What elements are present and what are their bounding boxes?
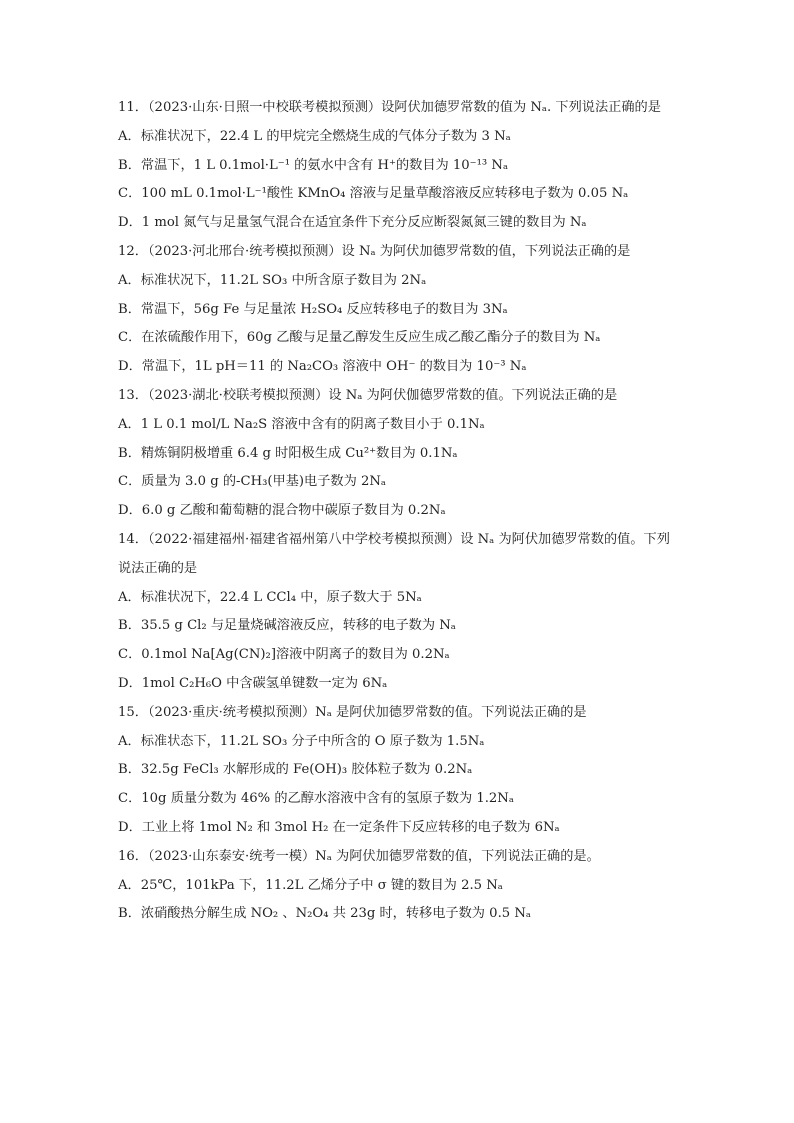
question-14-option-b: B．35.5 g Cl₂ 与足量烧碱溶液反应，转移的电子数为 Nₐ [118, 618, 456, 634]
question-12-option-c: C．在浓硫酸作用下，60g 乙酸与足量乙醇发生反应生成乙酸乙酯分子的数目为 Nₐ [118, 330, 601, 346]
question-11-option-b: B．常温下，1 L 0.1mol·L⁻¹ 的氨水中含有 H⁺的数目为 10⁻¹³ Nₐ [118, 157, 509, 173]
question-14-option-d: D．1mol C₂H₆O 中含碳氢单键数一定为 6Nₐ [118, 675, 388, 691]
question-11-stem: 11．（2023·山东·日照一中校联考模拟预测）设阿伏加德罗常数的值为 Nₐ. 下列说法正确的是 [118, 100, 661, 115]
question-15-option-b: B．32.5g FeCl₃ 水解形成的 Fe(OH)₃ 胶体粒子数为 0.2Nₐ [118, 762, 473, 778]
question-16-option-a: A．25℃，101kPa 下，11.2L 乙烯分子中 σ 键的数目为 2.5 Nₐ [118, 877, 503, 893]
question-12-option-b: B．常温下，56g Fe 与足量浓 H₂SO₄ 反应转移电子的数目为 3Nₐ [118, 301, 508, 317]
question-15-option-a: A．标准状态下，11.2L SO₃ 分子中所含的 O 原子数为 1.5Nₐ [118, 733, 485, 749]
question-list [118, 94, 678, 929]
question-13-option-a: A．1 L 0.1 mol/L Na₂S 溶液中含有的阴离子数目小于 0.1Nₐ [118, 416, 485, 432]
question-14-option-c: C．0.1mol Na[Ag(CN)₂]溶液中阴离子的数目为 0.2Nₐ [118, 647, 450, 663]
question-14-stem: 14．（2022·福建福州·福建省福州第八中学校考模拟预测）设 Nₐ 为阿伏加德罗常数的值。下列说法正确的是 [118, 531, 670, 576]
question-13-option-b: B．精炼铜阴极增重 6.4 g 时阳极生成 Cu²⁺数目为 0.1Nₐ [118, 445, 458, 461]
question-11-option-d: D．1 mol 氮气与足量氢气混合在适宜条件下充分反应断裂氮氮三键的数目为 Nₐ [118, 215, 587, 231]
question-13-option-c: C．质量为 3.0 g 的-CH₃(甲基)电子数为 2Nₐ [118, 474, 386, 490]
question-13-stem: 13．（2023·湖北·校联考模拟预测）设 Nₐ 为阿伏伽德罗常数的值。下列说法正确的是 [118, 387, 618, 403]
question-12-option-a: A．标准状况下，11.2L SO₃ 中所含原子数目为 2Nₐ [118, 272, 427, 288]
question-11-option-c: C．100 mL 0.1mol·L⁻¹酸性 KMnO₄ 溶液与足量草酸溶液反应转移电子数为 0.05 Nₐ [118, 186, 629, 202]
question-16-option-b: B．浓硝酸热分解生成 NO₂ 、N₂O₄ 共 23g 时，转移电子数为 0.5 Nₐ [118, 906, 531, 922]
question-14-option-a: A．标准状况下，22.4 L CCl₄ 中，原子数大于 5Nₐ [118, 589, 422, 605]
question-12-option-d: D．常温下，1L pH＝11 的 Na₂CO₃ 溶液中 OH⁻ 的数目为 10⁻³ Nₐ [118, 359, 527, 375]
question-15-option-d: D．工业上将 1mol N₂ 和 3mol H₂ 在一定条件下反应转移的电子数为 6Nₐ [118, 819, 560, 835]
question-15-stem: 15．（2023·重庆·统考模拟预测）Nₐ 是阿伏加德罗常数的值。下列说法正确的是 [118, 704, 587, 720]
question-13-option-d: D．6.0 g 乙酸和葡萄糖的混合物中碳原子数目为 0.2Nₐ [118, 503, 446, 519]
question-15-option-c: C．10g 质量分数为 46% 的乙醇水溶液中含有的氢原子数为 1.2Nₐ [118, 791, 514, 807]
question-12-stem: 12．（2023·河北邢台·统考模拟预测）设 Nₐ 为阿伏加德罗常数的值，下列说法正确的是 [118, 243, 631, 259]
question-16-stem: 16．（2023·山东泰安·统考一模）Nₐ 为阿伏加德罗常数的值，下列说法正确的是。 [118, 848, 600, 864]
question-11-option-a: A．标准状况下，22.4 L 的甲烷完全燃烧生成的气体分子数为 3 Nₐ [118, 128, 511, 144]
